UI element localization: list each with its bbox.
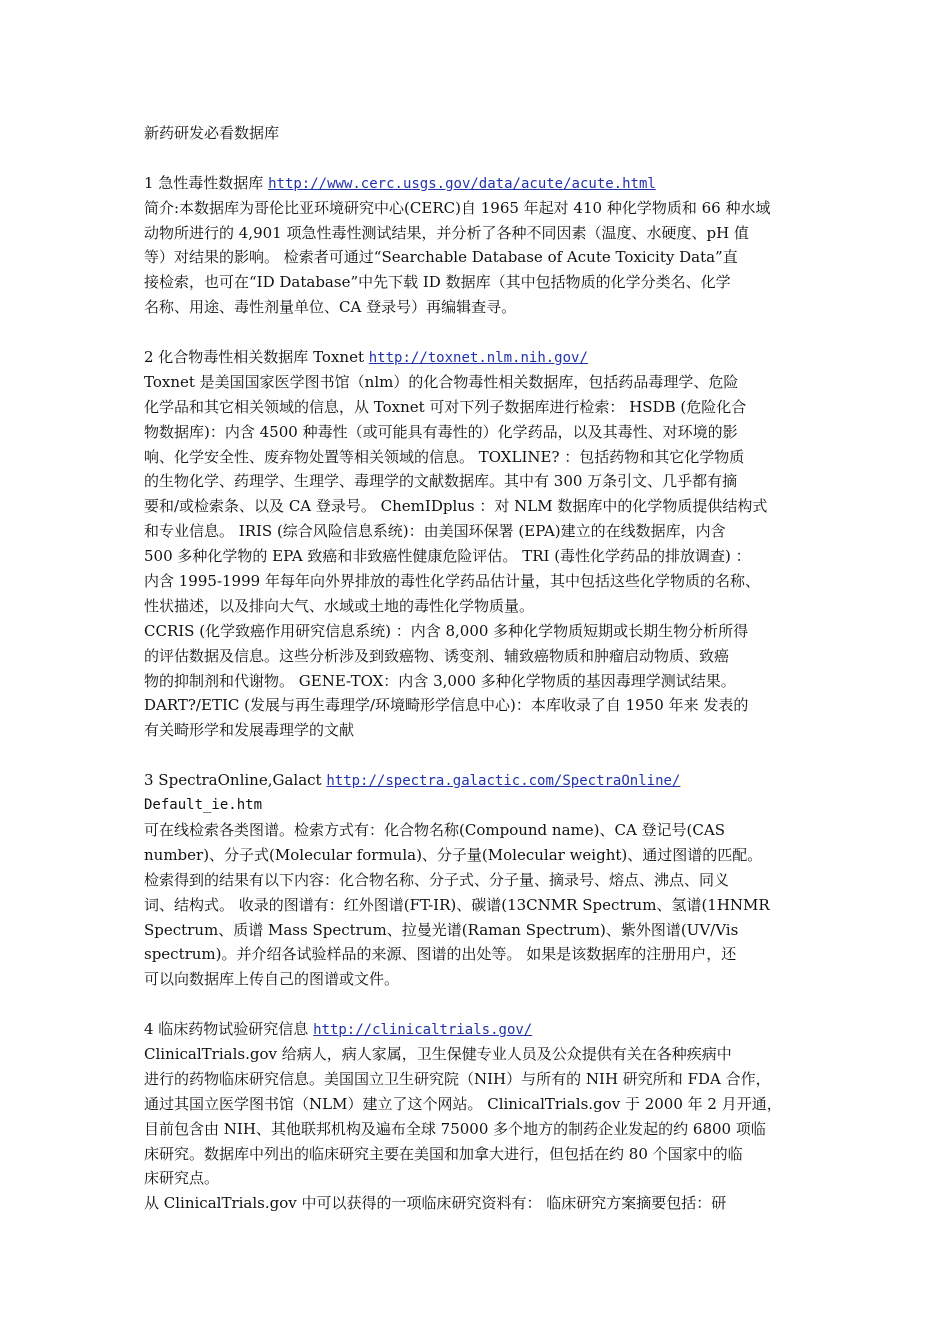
paragraph-line: 有关畸形学和发展毒理学的文献	[144, 721, 355, 740]
paragraph-line: 动物所进行的 4,901 项急性毒性测试结果，并分析了各种不同因素（温度、水硬度、pH 值	[144, 223, 749, 242]
paragraph-line: spectrum)。并介绍各试验样品的来源、图谱的出处等。 如果是该数据库的注册用户，还	[144, 945, 737, 964]
section-2-heading-text: 2 化合物毒性相关数据库 Toxnet	[144, 348, 369, 367]
paragraph-line: 可以向数据库上传自己的图谱或文件。	[144, 970, 400, 989]
paragraph-line: 床研究点。	[144, 1169, 220, 1188]
section-2-heading	[144, 345, 834, 370]
section-3-heading-text: 3 SpectraOnline,Galact	[144, 771, 327, 790]
paragraph-line: 500 多种化学物的 EPA 致癌和非致癌性健康危险评估。 TRI (毒性化学药品的排放调查) ：	[144, 547, 751, 566]
paragraph-line: Spectrum、质谱 Mass Spectrum、拉曼光谱(Raman Spectrum)、紫外图谱(UV/Vis	[144, 920, 739, 939]
section-1-heading	[144, 171, 834, 196]
section-3-link-continuation: Default_ie.htm	[144, 797, 263, 814]
paragraph-line: 目前包含由 NIH、其他联邦机构及遍布全球 75000 多个地方的制药企业发起的约 6800 项临	[144, 1119, 766, 1138]
paragraph-line: 可在线检索各类图谱。检索方式有：化合物名称(Compound name)、CA 登记号(CAS	[144, 820, 725, 839]
section-4-link[interactable]: http://clinicaltrials.gov/	[313, 1022, 533, 1039]
document-body	[144, 121, 834, 1216]
paragraph-line: 性状描述，以及排向大气、水域或土地的毒性化学物质量。	[144, 596, 535, 615]
section-2-link[interactable]: http://toxnet.nlm.nih.gov/	[368, 350, 588, 367]
paragraph-line: Toxnet 是美国国家医学图书馆（nlm）的化合物毒性相关数据库，包括药品毒理学、危险	[144, 372, 739, 391]
paragraph-line: 内含 1995-1999 年每年向外界排放的毒性化学药品估计量，其中包括这些化学物质的名称、	[144, 572, 760, 591]
paragraph-line: 从 ClinicalTrials.gov 中可以获得的一项临床研究资料有： 临床研究方案摘要包括：研	[144, 1194, 727, 1213]
section-3-heading	[144, 768, 834, 793]
blank-line	[144, 992, 834, 1017]
blank-line	[144, 320, 834, 345]
paragraph-line: 要和/或检索条、以及 CA 登录号。 ChemIDplus ：对 NLM 数据库中的化学物质提供结构式	[144, 497, 768, 516]
paragraph-line: 床研究。数据库中列出的临床研究主要在美国和加拿大进行，但包括在约 80 个国家中的临	[144, 1144, 743, 1163]
section-1-heading-text: 1 急性毒性数据库	[144, 173, 269, 192]
paragraph-line: 简介:本数据库为哥伦比亚环境研究中心(CERC)自 1965 年起对 410 种化学物质和 66 种水域	[144, 198, 771, 217]
section-1-link[interactable]: http://www.cerc.usgs.gov/data/acute/acute.html	[268, 175, 656, 192]
paragraph-line: ClinicalTrials.gov 给病人，病人家属，卫生保健专业人员及公众提供有关在各种疾病中	[144, 1044, 732, 1063]
paragraph-line: 词、结构式。 收录的图谱有：红外图谱(FT-IR)、碳谱(13CNMR Spectrum、氢谱(1HNMR	[144, 895, 770, 914]
paragraph-line: 物数据库)：内含 4500 种毒性（或可能具有毒性的）化学药品，以及其毒性、对环境的影	[144, 422, 738, 441]
document-title: 新药研发必看数据库	[144, 124, 280, 142]
section-4-heading-text: 4 临床药物试验研究信息	[144, 1020, 314, 1039]
paragraph-line: 进行的药物临床研究信息。美国国立卫生研究院（NIH）与所有的 NIH 研究所和 FDA 合作，	[144, 1069, 771, 1088]
paragraph-line: 和专业信息。 IRIS (综合风险信息系统)：由美国环保署 (EPA)建立的在线数据库，内含	[144, 522, 726, 541]
paragraph-line: 的评估数据及信息。这些分析涉及到致癌物、诱变剂、辅致癌物质和肿瘤启动物质、致癌	[144, 646, 730, 665]
paragraph-line: 检索得到的结果有以下内容：化合物名称、分子式、分子量、摘录号、熔点、沸点、同义	[144, 870, 730, 889]
paragraph-line: CCRIS (化学致癌作用研究信息系统) ：内含 8,000 多种化学物质短期或长期生物分析所得	[144, 621, 749, 640]
paragraph-line: DART?/ETIC (发展与再生毒理学/环境畸形学信息中心)：本库收录了自 1950 年来 发表的	[144, 696, 749, 715]
paragraph-line: 响、化学安全性、废弃物处置等相关领域的信息。 TOXLINE? ：包括药物和其它化学物质	[144, 447, 745, 466]
paragraph-line: 的生物化学、药理学、生理学、毒理学的文献数据库。其中有 300 万条引文、几乎都有摘	[144, 472, 738, 491]
section-4-heading	[144, 1017, 834, 1042]
paragraph-line: 名称、用途、毒性剂量单位、CA 登录号）再编辑查寻。	[144, 298, 517, 317]
paragraph-line: 物的抑制剂和代谢物。 GENE-TOX：内含 3,000 多种化学物质的基因毒理学测试结果。	[144, 671, 736, 690]
paragraph-line: 通过其国立医学图书馆（NLM）建立了这个网站。 ClinicalTrials.gov 于 2000 年 2 月开通，	[144, 1094, 782, 1113]
paragraph-line: number)、分子式(Molecular formula)、分子量(Molecular weight)、通过图谱的匹配。	[144, 845, 763, 864]
blank-line	[144, 743, 834, 768]
paragraph-line: 化学品和其它相关领域的信息，从 Toxnet 可对下列子数据库进行检索： HSDB (危险化合	[144, 397, 747, 416]
section-3-link[interactable]: http://spectra.galactic.com/SpectraOnline/	[326, 773, 681, 790]
paragraph-line: 等）对结果的影响。 检索者可通过“Searchable Database of Acute Toxicity Data”直	[144, 248, 738, 267]
blank-line	[144, 146, 834, 171]
paragraph-line: 接检索，也可在“ID Database”中先下载 ID 数据库（其中包括物质的化学分类名、化学	[144, 273, 731, 292]
